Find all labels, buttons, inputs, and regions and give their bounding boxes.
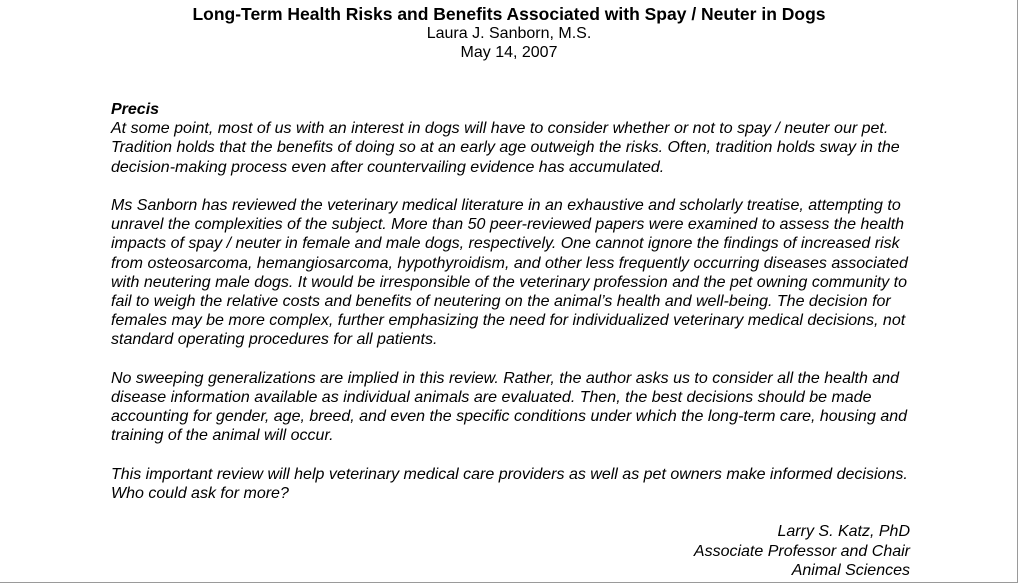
- document-author: Laura J. Sanborn, M.S.: [426, 25, 592, 42]
- signature-position: Associate Professor and Chair: [693, 542, 910, 560]
- document-date: May 14, 2007: [460, 44, 558, 61]
- document-header: [0, 4, 1018, 62]
- precis-paragraph-1: At some point, most of us with an interest in dogs will have to consider whether or not to spay / neuter our pet. Tradition holds that the benefits of doing so at an early age outweigh the risks. Often, tradition holds sway in the decision-making process even after countervailing evidence has accumulated.: [111, 120, 900, 176]
- precis-paragraph-2: Ms Sanborn has reviewed the veterinary medical literature in an exhaustive and scholarly treatise, attempting to unravel the complexities of the subject. More than 50 peer-reviewed papers were examined to assess the health impacts of spay / neuter in female and male dogs, respectively. One cannot ignore the findings of increased risk from osteosarcoma, hemangiosarcoma, hypothyroidism, and other less frequently occurring diseases associated with neutering male dogs. It would be irresponsible of the veterinary profession and the pet owning community to fail to weigh the relative costs and benefits of neutering on the animal’s health and well-being. The decision for females may be more complex, further emphasizing the need for individualized veterinary medical decisions, not standard operating procedures for all patients.: [111, 197, 908, 349]
- signature-department: Animal Sciences: [791, 562, 910, 579]
- precis-section: [111, 100, 911, 522]
- signature-block: [694, 522, 910, 581]
- precis-paragraph-4: This important review will help veterinary medical care providers as well as pet owners make informed decisions. Who could ask for more?: [111, 465, 908, 503]
- document-title: Long-Term Health Risks and Benefits Associated with Spay / Neuter in Dogs: [192, 4, 826, 24]
- signature-name: Larry S. Katz, PhD: [777, 523, 910, 540]
- precis-heading: Precis: [111, 101, 160, 118]
- precis-paragraph-3: No sweeping generalizations are implied in this review. Rather, the author asks us to consider all the health and disease information available as individual animals are evaluated. Then, the best decisions should be made accounting for gender, age, breed, and even the specific conditions under which the long-term care, housing and training of the animal will occur.: [111, 369, 908, 445]
